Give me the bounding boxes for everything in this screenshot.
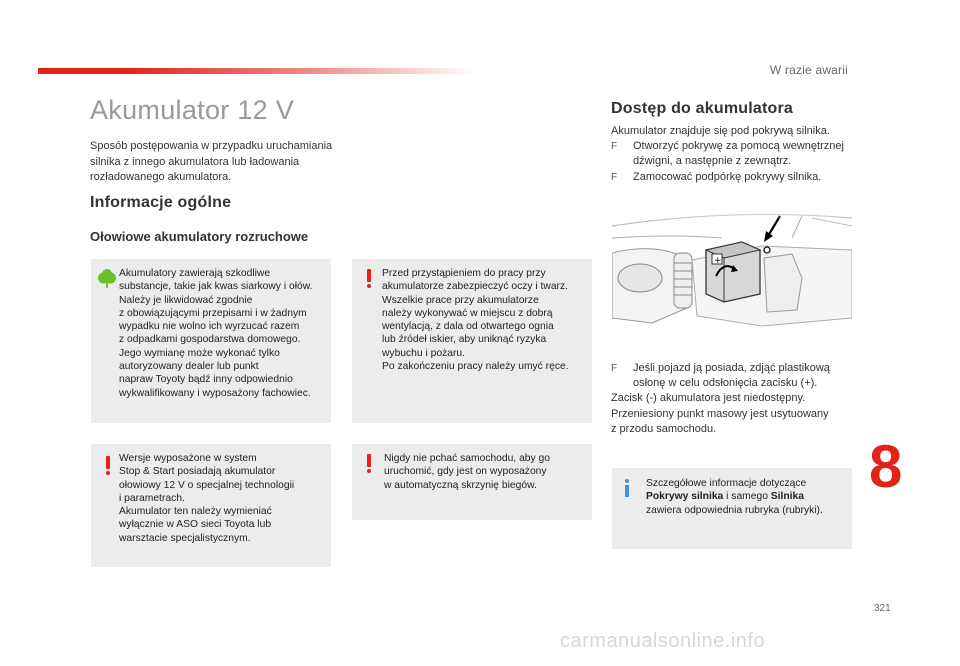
access-instructions: [611, 124, 861, 185]
terminal-instructions: [611, 361, 861, 437]
warning-exclamation-icon: [366, 454, 372, 473]
engine-bay-illustration: [612, 198, 852, 348]
warning-exclamation-icon: [105, 456, 111, 475]
lead-acid-subheading: Ołowiowe akumulatory rozruchowe: [90, 229, 309, 244]
info-bold-text: Pokrywy silnika: [646, 491, 724, 503]
access-bullet-text: Otworzyć pokrywę za pomocą wewnętrznej dźwigni, a następnie z zewnątrz.: [633, 140, 844, 168]
eco-box: [91, 259, 331, 423]
info-icon: [624, 479, 630, 497]
section-header: W razie awarii: [769, 63, 848, 77]
terminal-after-text: Zacisk (-) akumulatora jest niedostępny. Przeniesiony punkt masowy jest usytuowany z przodu samochodu.: [611, 392, 829, 435]
access-bullet-text: Zamocować podpórkę pokrywy silnika.: [633, 170, 822, 183]
info-mid-text: i samego: [723, 491, 771, 503]
page-title: Akumulator 12 V: [90, 95, 295, 125]
access-bullet: [611, 139, 861, 169]
page-number: 321: [874, 603, 891, 614]
warning-stopstart-text: Wersje wyposażone w system Stop & Start posiadają akumulator ołowiowy 12 V o specjalnej technologii i parametrach. Akumulator ten należy wymieniać wyłącznie w ASO sieci Toyota lub warsztacie specjalistycznym.: [119, 453, 295, 544]
terminal-bullet-text: Jeśli pojazd ją posiada, zdjąć plastikową osłonę w celu odsłonięcia zacisku (+).: [633, 362, 830, 390]
info-line: Szczegółowe informacje dotyczące: [646, 478, 807, 489]
terminal-bullet: [611, 361, 861, 391]
general-heading: Informacje ogólne: [90, 194, 232, 211]
info-text: [646, 477, 846, 517]
warning-box-work: [352, 259, 592, 423]
info-line: [646, 490, 846, 503]
info-box: [612, 468, 852, 549]
chapter-number: 8: [869, 433, 903, 500]
eco-text: Akumulatory zawierają szkodliwe substancje, takie jak kwas siarkowy i ołów. Należy je likwidować zgodnie z obowiązującymi przepisami i w żadnym wypadku nie wolno ich wyrzucać razem z odpadkami gospodarstwa domowego. Jego wymianę może wykonać tylko autoryzowany dealer lub punkt napraw Toyoty bądź inny odpowiednio wykwalifikowany i wyposażony fachowiec.: [119, 268, 313, 399]
access-text: Akumulator znajduje się pod pokrywą silnika.: [611, 125, 830, 137]
info-bold-text: Silnika: [770, 491, 804, 503]
bullet-symbol: F: [611, 141, 618, 153]
info-line: zawiera odpowiednia rubryka (rubryki).: [646, 504, 823, 516]
warning-exclamation-icon: [366, 269, 372, 288]
warning-push-text: Nigdy nie pchać samochodu, aby go uruchomić, gdy jest on wyposażony w automatyczną skrzynię biegów.: [384, 453, 550, 491]
warning-work-text: Przed przystąpieniem do pracy przy akumulatorze zabezpieczyć oczy i twarz. Wszelkie prace przy akumulatorze należy wykonywać w miejscu z dobrą wentylacją, z dala od otwartego ognia lub źródeł iskier, aby uniknąć ryzyka wybuchu i pożaru. Po zakończeniu pracy należy umyć ręce.: [382, 268, 569, 373]
bullet-symbol: F: [611, 171, 618, 183]
recycling-eco-icon: [98, 269, 116, 289]
access-heading: Dostęp do akumulatora: [611, 100, 794, 117]
warning-box-push: [352, 444, 592, 520]
header-accent-bar: [38, 68, 478, 74]
warning-box-stopstart: [91, 444, 331, 567]
intro-text: Sposób postępowania w przypadku uruchamiania silnika z innego akumulatora lub ładowania rozładowanego akumulatora.: [90, 140, 333, 183]
bullet-symbol: F: [611, 363, 618, 374]
access-bullet: [611, 170, 861, 185]
watermark: carmanualsonline.info: [560, 630, 766, 652]
